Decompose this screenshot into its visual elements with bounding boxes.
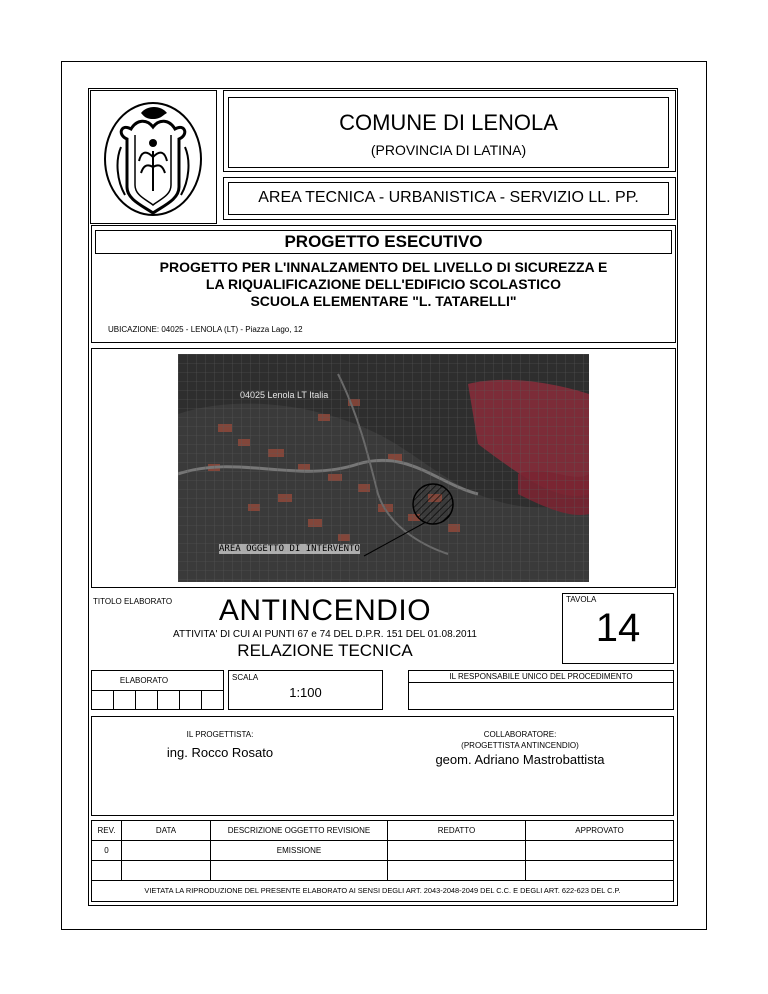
table-cell: [387, 860, 526, 881]
table-cell: [210, 860, 388, 881]
table-header-label: REV.: [97, 826, 116, 835]
rev-number: 0: [104, 846, 109, 855]
collab-name: geom. Adriano Mastrobattista: [435, 752, 605, 767]
area-title: AREA TECNICA - URBANISTICA - SERVIZIO LL. PP.: [258, 189, 639, 206]
rup-label: IL RESPONSABILE UNICO DEL PROCEDIMENTO: [449, 672, 633, 681]
collab-label: COLLABORATORE:: [483, 730, 557, 739]
project-type: PROGETTO ESECUTIVO: [284, 232, 483, 251]
provincia-subtitle: (PROVINCIA DI LATINA): [370, 142, 527, 158]
map-area-label: AREA OGGETTO DI INTERVENTO: [219, 544, 360, 554]
table-cell: [121, 860, 211, 881]
table-header-label: DATA: [155, 826, 177, 835]
elaborato-code-cells: [91, 690, 224, 710]
titolo-elaborato-label: TITOLO ELABORATO: [93, 597, 173, 606]
elaborato-subtitle: ATTIVITA' DI CUI AI PUNTI 67 e 74 DEL D.P.R. 151 DEL 01.08.2011: [173, 629, 477, 640]
elaborato-kind: RELAZIONE TECNICA: [237, 641, 413, 660]
footer-notice: VIETATA LA RIPRODUZIONE DEL PRESENTE ELABORATO AI SENSI DEGLI ART. 2043-2048-2049 DEL C.C. E DEGLI ART. 622-623 DEL C.P.: [144, 886, 621, 895]
aerial-map-image: [178, 354, 589, 582]
project-location: UBICAZIONE: 04025 - LENOLA (LT) - Piazza Lago, 12: [108, 325, 303, 334]
elaborato-label: ELABORATO: [119, 676, 169, 685]
progettista-label: IL PROGETTISTA:: [186, 730, 254, 739]
logo-box: [90, 90, 217, 224]
scala-value: 1:100: [289, 685, 322, 700]
tavola-number: 14: [595, 606, 641, 650]
revisions-table: [91, 820, 674, 881]
coat-of-arms-logo: [91, 91, 216, 223]
table-header-label: APPROVATO: [575, 826, 624, 835]
comune-title: COMUNE DI LENOLA: [339, 110, 558, 135]
tavola-label: TAVOLA: [566, 595, 597, 604]
table-cell: [121, 840, 211, 861]
progettista-name: ing. Rocco Rosato: [166, 745, 274, 760]
elaborato-code-cell: [135, 690, 158, 710]
elaborato-code-cell: [113, 690, 136, 710]
table-cell: [525, 840, 674, 861]
collab-role: (PROGETTISTA ANTINCENDIO): [461, 741, 579, 750]
elaborato-code-cell: [157, 690, 180, 710]
table-cell: [525, 860, 674, 881]
rev-description: EMISSIONE: [276, 846, 322, 855]
table-header-label: REDATTO: [437, 826, 476, 835]
elaborato-title: ANTINCENDIO: [218, 594, 432, 627]
elaborato-code-cell: [201, 690, 224, 710]
table-cell: [387, 840, 526, 861]
scala-label: SCALA: [232, 673, 259, 682]
elaborato-code-cell: [91, 690, 114, 710]
project-title-line-3: SCUOLA ELEMENTARE "L. TATARELLI": [250, 293, 517, 309]
table-cell: [91, 860, 122, 881]
project-title-line-1: PROGETTO PER L'INNALZAMENTO DEL LIVELLO DI SICUREZZA E: [159, 259, 608, 275]
project-title-line-2: LA RIQUALIFICAZIONE DELL'EDIFICIO SCOLASTICO: [205, 276, 562, 292]
table-header-label: DESCRIZIONE OGGETTO REVISIONE: [227, 826, 371, 835]
map-place-label: 04025 Lenola LT Italia: [240, 390, 329, 400]
elaborato-code-cell: [179, 690, 202, 710]
